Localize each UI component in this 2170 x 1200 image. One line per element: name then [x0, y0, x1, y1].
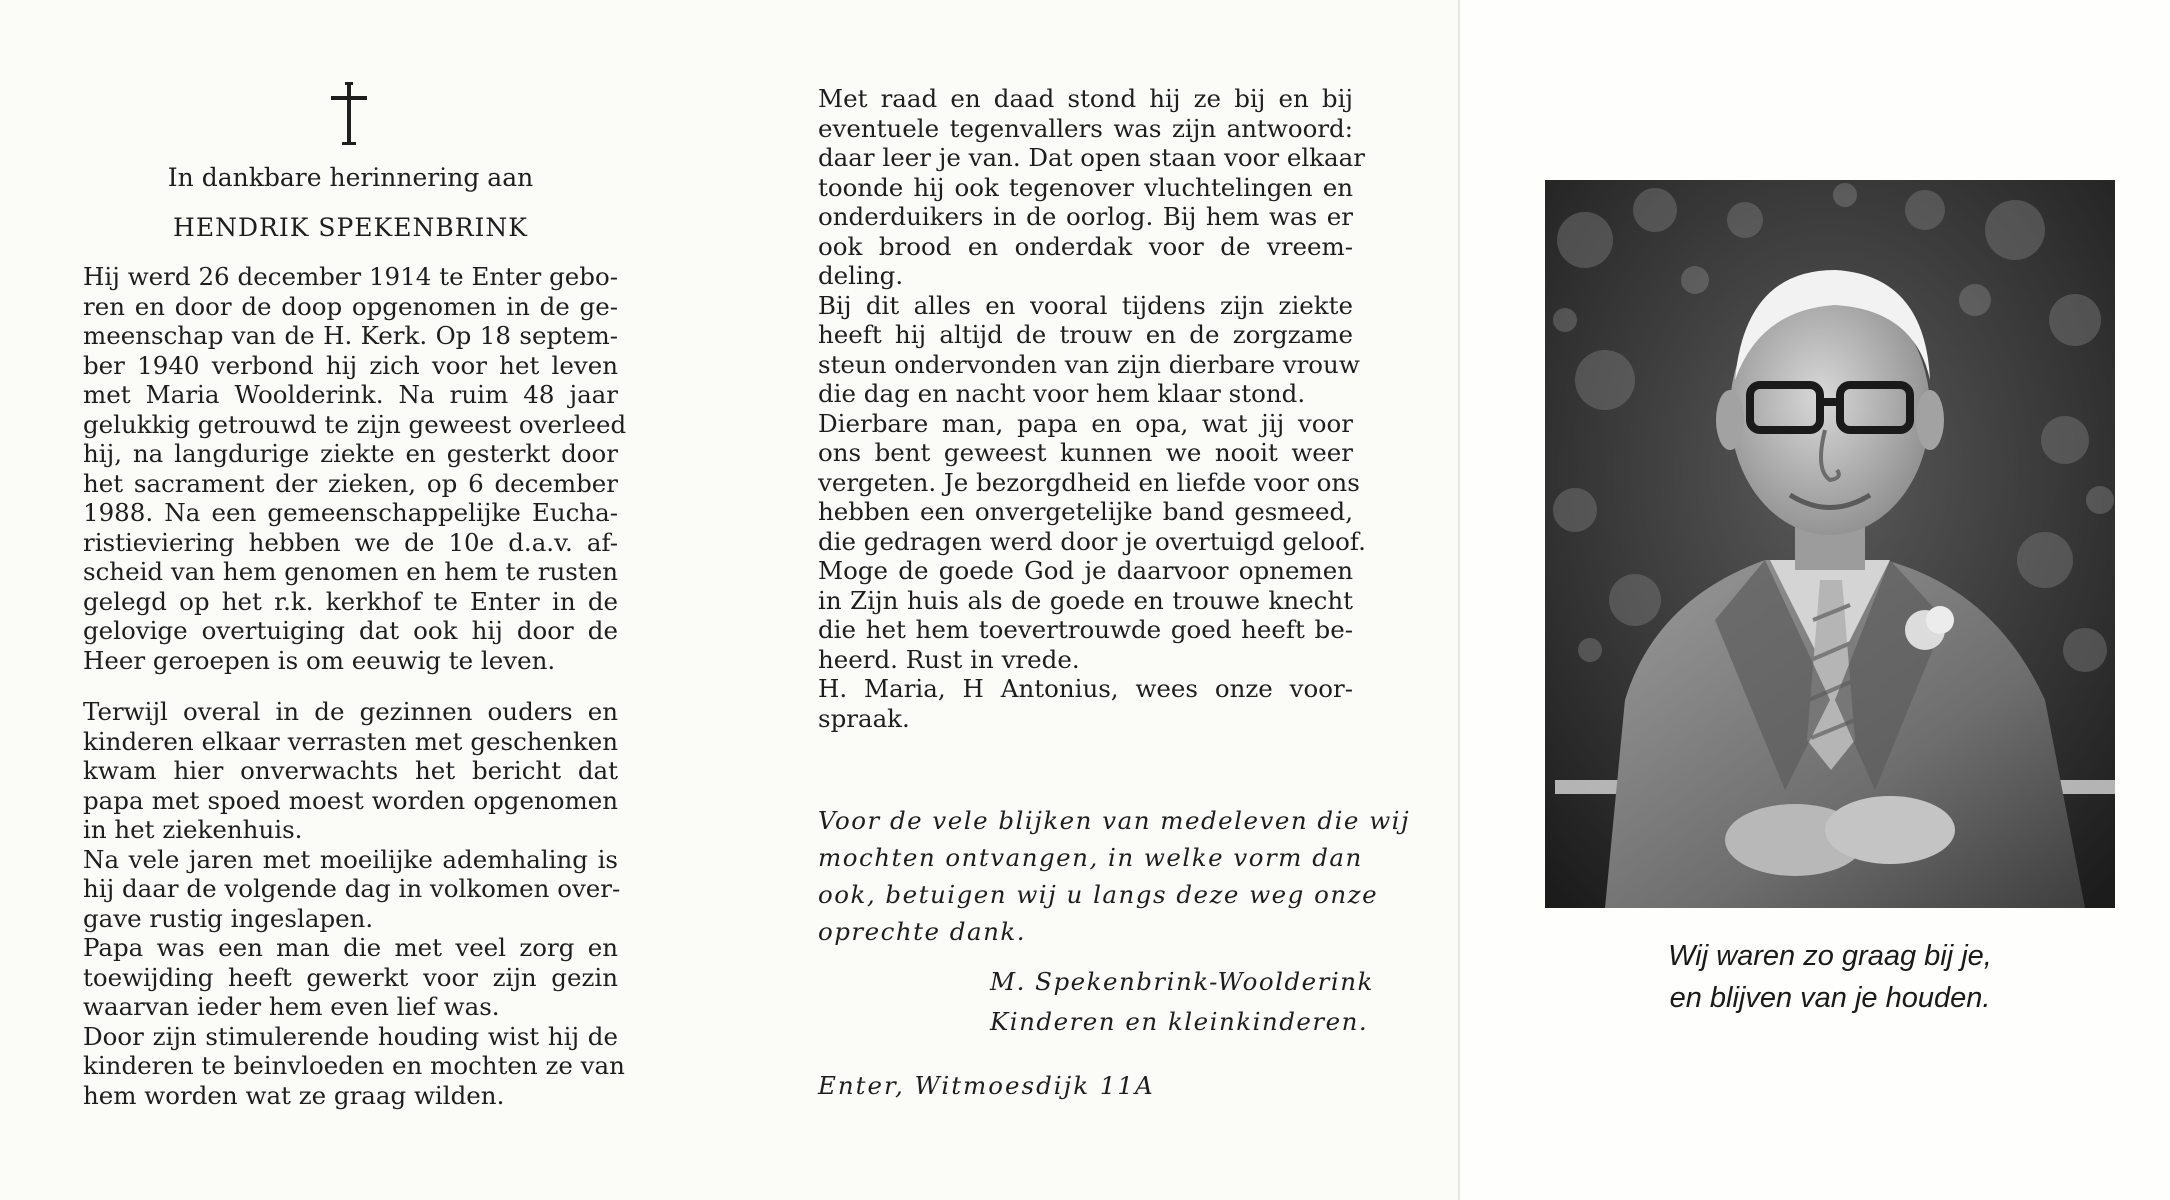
tribute-paragraph — [818, 84, 1366, 733]
signature-family-name: M. Spekenbrink-Woolderink — [990, 967, 1374, 996]
text-line: ren en door de doop opgenomen in de ge- — [83, 291, 618, 321]
text-line: Dierbare man, papa en opa, wat jij voor — [818, 408, 1353, 438]
text-line: kinderen te beinvloeden en mochten ze van — [83, 1051, 625, 1080]
text-line: gelovige overtuiging dat ook hij door de — [83, 616, 618, 645]
text-line: eventuele tegenvallers was zijn antwoord: — [818, 113, 1353, 143]
text-line: het sacrament der zieken, op 6 december — [83, 468, 618, 498]
text-line: H. Maria, H Antonius, wees onze voor- — [818, 674, 1353, 703]
text-line: met Maria Woolderink. Na ruim 48 jaar — [83, 380, 618, 409]
text-line: heeft hij altijd de trouw en de zorgzame — [818, 320, 1353, 349]
text-line: Na vele jaren met moeilijke ademhaling is — [83, 844, 618, 874]
text-line: onderduikers in de oorlog. Bij hem was er — [818, 202, 1353, 231]
text-line: gelegd op het r.k. kerkhof te Enter in de — [83, 586, 618, 616]
text-line: ristieviering hebben we de 10e d.a.v. af- — [83, 527, 618, 557]
text-line: Hij werd 26 december 1914 te Enter gebo- — [83, 262, 618, 291]
text-line: scheid van hem genomen en hem te rusten — [83, 557, 618, 586]
caption-line: Wij waren zo graag bij je, — [1668, 940, 1992, 972]
text-line: Voor de vele blijken van medeleven die wij — [818, 806, 1411, 835]
text-line: Door zijn stimulerende houding wist hij de — [83, 1021, 618, 1051]
portrait-photo — [1545, 180, 2115, 908]
text-line: Bij dit alles en vooral tijdens zijn ziekte — [818, 290, 1353, 320]
text-line: daar leer je van. Dat open staan voor elkaar — [818, 143, 1365, 172]
address: Enter, Witmoesdijk 11A — [818, 1071, 1155, 1100]
text-line: ons bent geweest kunnen we nooit weer — [818, 438, 1353, 467]
text-line: Met raad en daad stond hij ze bij en bij — [818, 84, 1353, 113]
text-line: kwam hier onverwachts het bericht dat — [83, 756, 618, 785]
text-line: waarvan ieder hem even lief was. — [83, 992, 500, 1021]
text-line: gelukkig getrouwd te zijn geweest overleed — [83, 409, 627, 439]
text-line: die dag en nacht voor hem klaar stond. — [818, 379, 1306, 408]
deceased-name: HENDRIK SPEKENBRINK — [173, 213, 528, 242]
text-line: hij, na langdurige ziekte en gesterkt door — [83, 439, 618, 468]
text-line: spraak. — [818, 703, 910, 733]
text-line: steun ondervonden van zijn dierbare vrouw — [818, 349, 1360, 379]
text-line: ber 1940 verbond hij zich voor het leven — [83, 350, 618, 380]
text-line: ook, betuigen wij u langs deze weg onze — [818, 880, 1379, 909]
text-line: vergeten. Je bezorgdheid en liefde voor ons — [818, 467, 1360, 497]
biography-paragraph — [83, 262, 627, 675]
text-line: meenschap van de H. Kerk. Op 18 septem- — [83, 321, 618, 350]
caption-line: en blijven van je houden. — [1669, 982, 1991, 1014]
text-line: ook brood en onderdak voor de vreem- — [818, 231, 1353, 261]
illness-paragraph — [83, 697, 625, 1110]
text-line: Terwijl overal in de gezinnen ouders en — [83, 697, 618, 726]
text-line: Moge de goede God je daarvoor opnemen — [818, 556, 1353, 585]
signature-relatives: Kinderen en kleinkinderen. — [990, 1007, 1369, 1036]
text-line: hij daar de volgende dag in volkomen over- — [83, 874, 621, 903]
text-line: deling. — [818, 261, 904, 290]
text-line: in Zijn huis als de goede en trouwe knecht — [818, 585, 1353, 615]
text-line: Heer geroepen is om eeuwig te leven. — [83, 645, 556, 675]
card-fold — [1458, 0, 1460, 1200]
thanks-note — [818, 802, 1411, 950]
text-line: gave rustig ingeslapen. — [83, 903, 374, 933]
text-line: heerd. Rust in vrede. — [818, 644, 1080, 674]
text-line: hebben een onvergetelijke band gesmeed, — [818, 497, 1353, 526]
text-line: kinderen elkaar verrasten met geschenken — [83, 726, 618, 756]
text-line: die gedragen werd door je overtuigd geloof. — [818, 526, 1366, 556]
text-line: die het hem toevertrouwde goed heeft be- — [818, 615, 1353, 644]
cross-icon — [327, 80, 371, 146]
text-line: 1988. Na een gemeenschappelijke Eucha- — [83, 498, 618, 527]
text-line: in het ziekenhuis. — [83, 815, 303, 844]
intro-heading: In dankbare herinnering aan — [167, 163, 534, 192]
text-line: toewijding heeft gewerkt voor zijn gezin — [83, 962, 618, 992]
text-line: mochten ontvangen, in welke vorm dan — [818, 843, 1363, 872]
text-line: hem worden wat ze graag wilden. — [83, 1080, 505, 1110]
text-line: toonde hij ook tegenover vluchtelingen en — [818, 172, 1353, 202]
text-line: oprechte dank. — [818, 917, 1026, 946]
text-line: papa met spoed moest worden opgenomen — [83, 785, 618, 815]
photo-caption — [1545, 935, 2115, 1019]
text-line: Papa was een man die met veel zorg en — [83, 933, 618, 962]
signature-block — [990, 962, 1390, 1042]
